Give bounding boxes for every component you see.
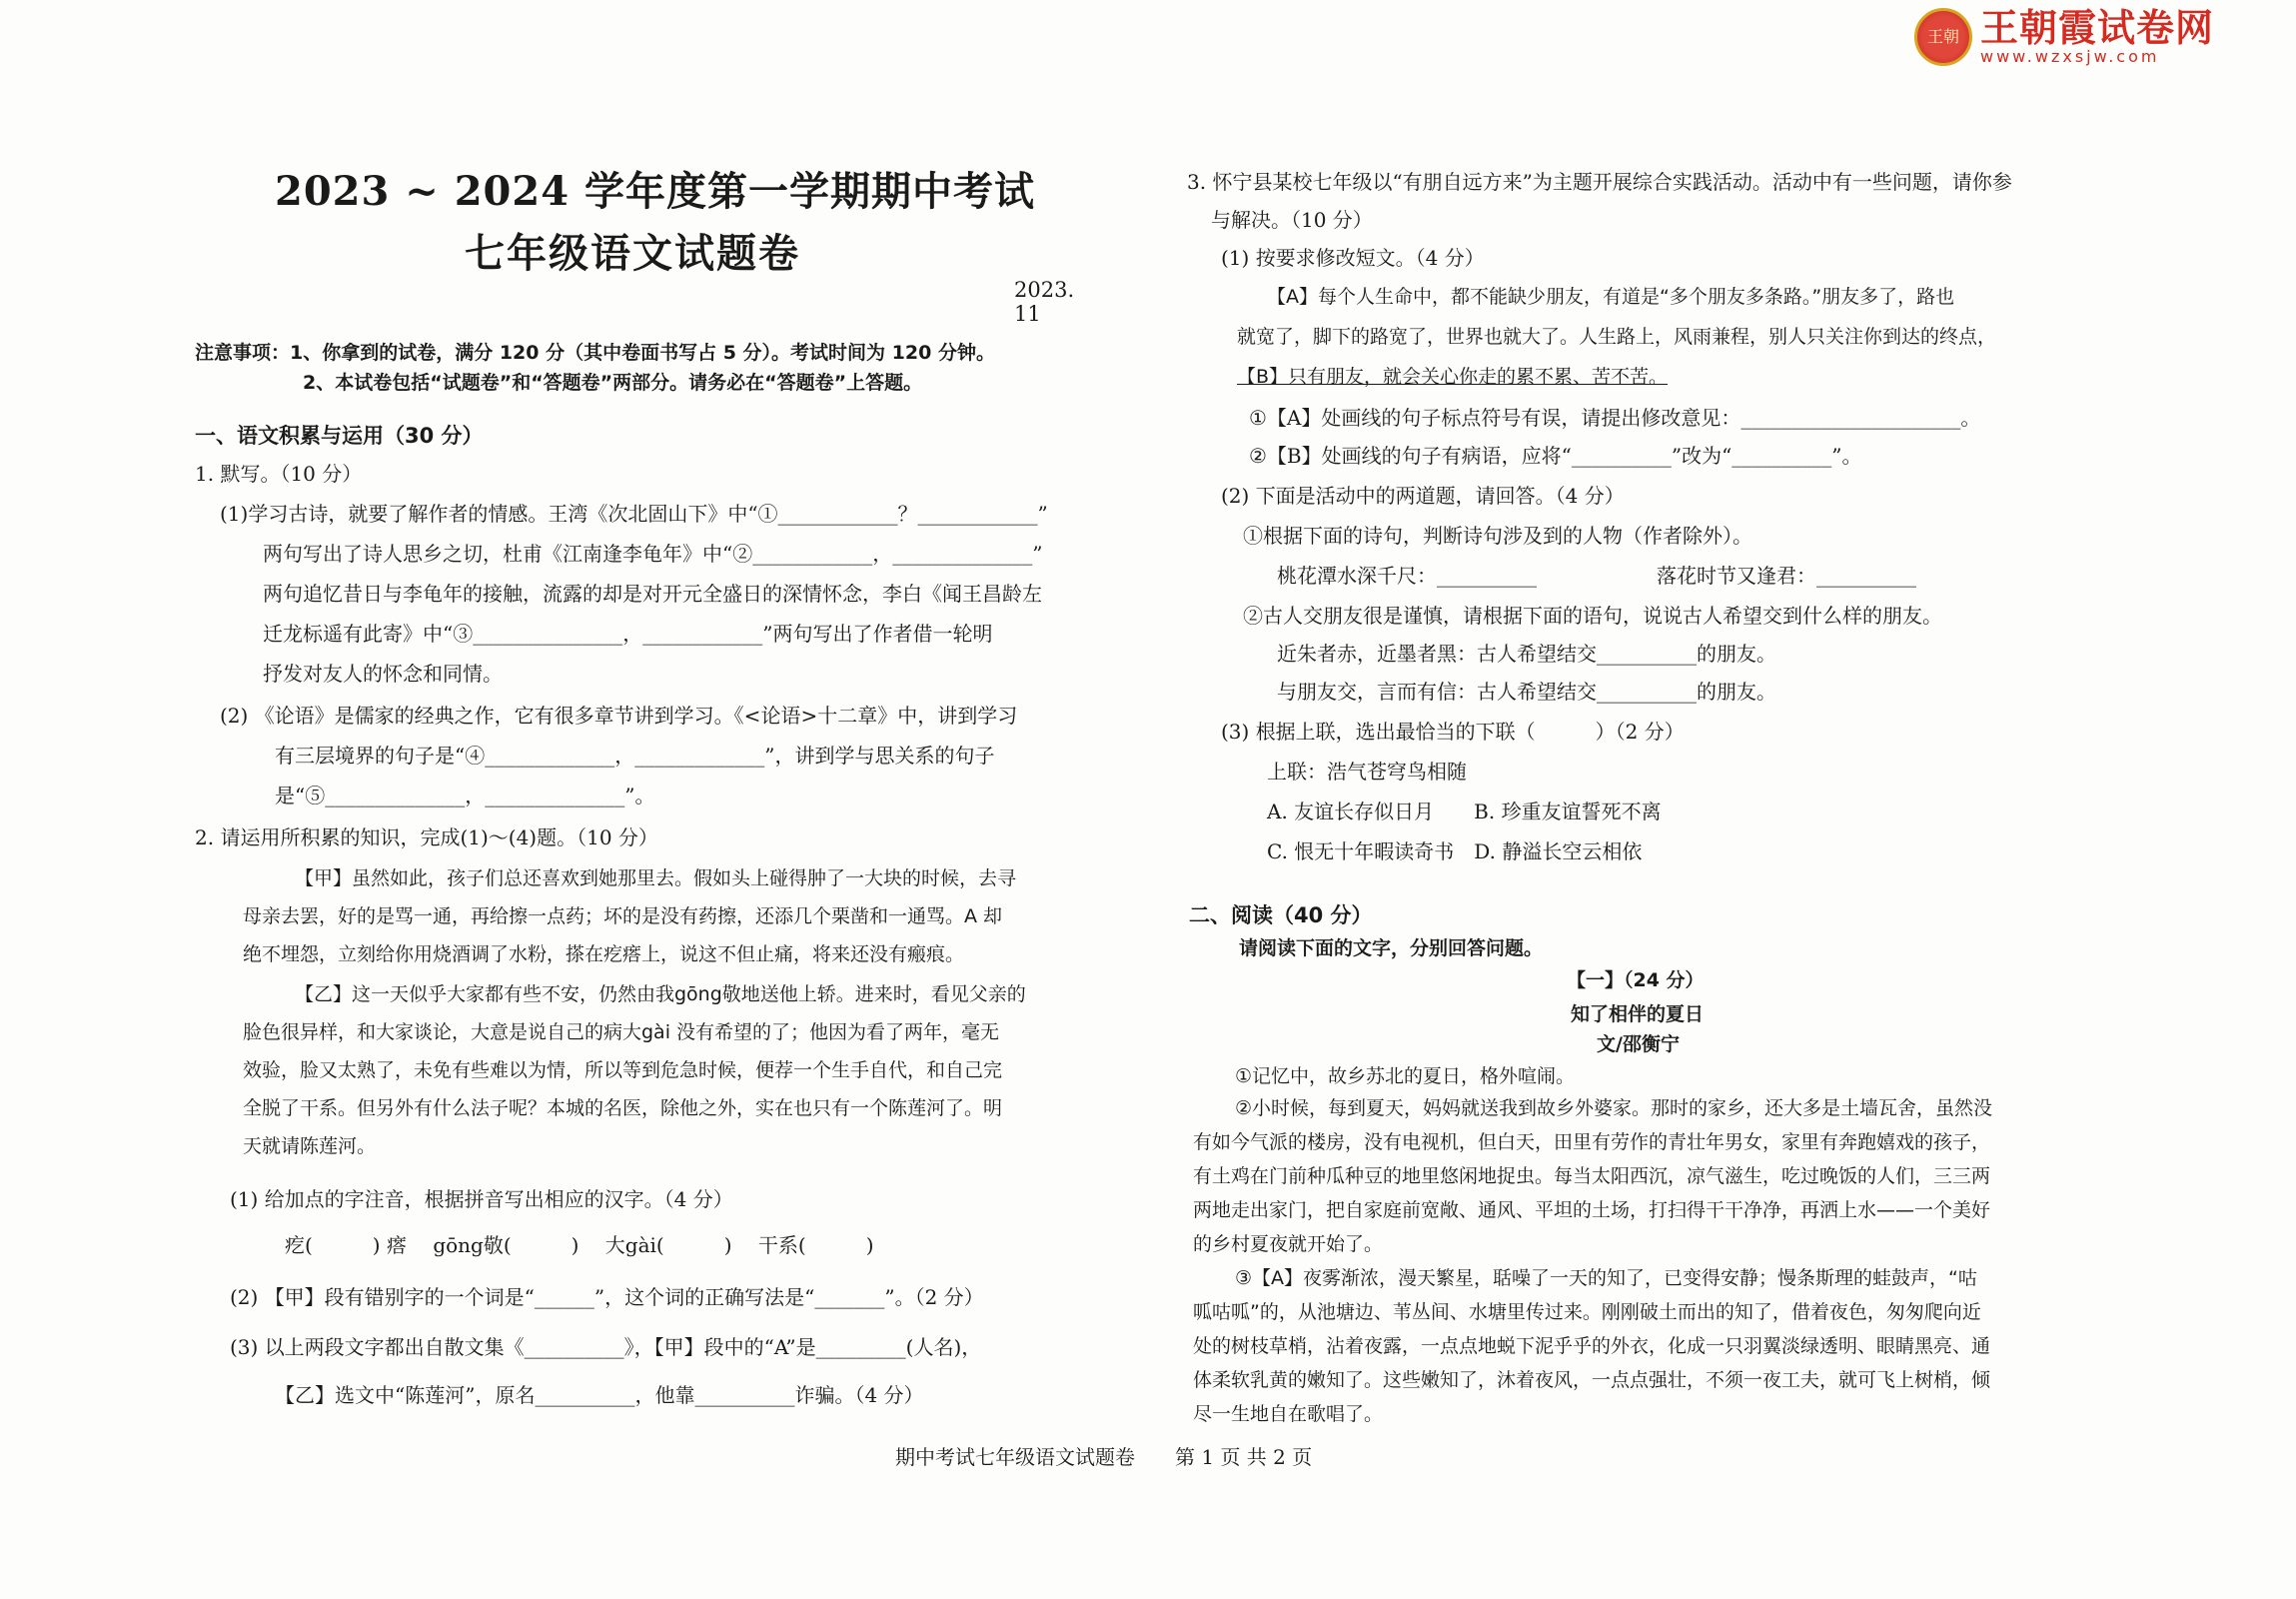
couplet-options-ab: A. 友谊长存似日月 B. 珍重友谊誓死不离: [1267, 800, 1662, 823]
question-3-1-b: ②【B】处画线的句子有病语，应将“__________”改为“__________”。: [1249, 444, 1862, 468]
logo-text: [1980, 8, 2214, 66]
question-3-2-a: ①根据下面的诗句，判断诗句涉及到的人物（作者除外）。: [1243, 524, 1752, 548]
question-3-2-b-2: 与朋友交，言而有信：古人希望结交__________的朋友。: [1277, 680, 1776, 704]
exam-subtitle: 七年级语文试题卷: [465, 230, 800, 277]
question-3-line2: 与解决。（10 分）: [1211, 208, 1373, 232]
article-title: 知了相伴的夏日: [1571, 1003, 1705, 1025]
reading-part-1: 【一】（24 分）: [1567, 969, 1705, 991]
essay-line2: 就宽了，脚下的路宽了，世界也就大了。人生路上，风雨兼程，别人只关注你到达的终点，: [1237, 326, 1997, 348]
logo-seal-icon: 王朝: [1914, 8, 1972, 66]
exam-date: 2023. 11: [1014, 278, 1075, 326]
question-2-1: (1) 给加点的字注音，根据拼音写出相应的汉字。（4 分）: [230, 1187, 733, 1211]
question-1: 1. 默写。（10 分）: [195, 462, 363, 486]
question-2-1-items: 疙( ) 瘩 gōng敬( ) 大gài( ) 干系( ): [285, 1233, 874, 1257]
page-footer: 期中考试七年级语文试题卷 第 1 页 共 2 页: [895, 1445, 1313, 1469]
section-1-heading: 一、语文积累与运用（30 分）: [195, 424, 484, 448]
question-3-1: (1) 按要求修改短文。（4 分）: [1221, 246, 1485, 270]
passage-yi-line3: 效验，脸又太熟了，未免有些难以为情，所以等到危急时候，便荐一个生手自代，和自己完: [243, 1059, 1003, 1081]
question-3-2-a-items: 桃花潭水深千尺：__________ 落花时节又逢君：__________: [1277, 564, 1916, 588]
question-2: 2. 请运用所积累的知识，完成(1)～(4)题。（10 分）: [195, 825, 658, 849]
article-para-3-line1: ③【A】夜雾渐浓，漫天繁星，聒噪了一天的知了，已变得安静；慢条斯理的蛙鼓声，“咕: [1235, 1267, 1977, 1289]
exam-title: 2023 ~ 2024 学年度第一学期期中考试: [275, 168, 1035, 215]
question-1-2-line3: 是“⑤______________，______________”。: [275, 784, 655, 807]
article-para-2-line5: 的乡村夏夜就开始了。: [1193, 1233, 1384, 1255]
article-para-3-line4: 体柔软乳黄的嫩知了。这些嫩知了，沐着夜风，一点点强壮，不须一夜工夫，就可飞上树梢，倾: [1193, 1369, 1991, 1391]
notice-block: [195, 338, 995, 398]
passage-yi-line2: 脸色很异样，和大家谈论，大意是说自己的病大gài 没有希望的了；他因为看了两年，毫无: [243, 1021, 1000, 1043]
article-para-2-line3: 有土鸡在门前种瓜种豆的地里悠闲地捉虫。每当太阳西沉，凉气滋生，吃过晚饭的人们，三三两: [1193, 1165, 1991, 1187]
couplet-options-cd: C. 恨无十年暇读奇书 D. 静溢长空云相依: [1267, 839, 1643, 863]
reading-instruction: 请阅读下面的文字，分别回答问题。: [1239, 937, 1544, 959]
passage-yi-line5: 天就请陈莲河。: [243, 1135, 377, 1157]
couplet-upper: 上联：浩气苍穹鸟相随: [1267, 760, 1467, 784]
question-1-1-line2: 两句写出了诗人思乡之切，杜甫《江南逢李龟年》中“②____________，______________”: [263, 542, 1043, 566]
question-2-2: (2) 【甲】段有错别字的一个词是“______”，这个词的正确写法是“_______”。（2 分）: [230, 1285, 984, 1309]
passage-jia-line2: 母亲去罢，好的是骂一通，再给擦一点药；坏的是没有药擦，还添几个栗凿和一通骂。A 却: [243, 905, 1003, 927]
notice-line-1: 注意事项：1、你拿到的试卷，满分 120 分（其中卷面书写占 5 分）。考试时间为 120 分钟。: [195, 342, 995, 364]
question-1-1: (1)学习古诗，就要了解作者的情感。王湾《次北固山下》中“①____________？____________”: [220, 502, 1048, 526]
question-3-3: (3) 根据上联，选出最恰当的下联（ ）（2 分）: [1221, 720, 1685, 744]
article-para-3-line5: 尽一生地自在歌唱了。: [1193, 1403, 1384, 1425]
logo-url: www.wzxsjw.com: [1979, 47, 2160, 66]
article-para-2-line2: 有如今气派的楼房，没有电视机，但白天，田里有劳作的青壮年男女，家里有奔跑嬉戏的孩子，: [1193, 1131, 1991, 1153]
logo-name: 王朝霞试卷网: [1979, 6, 2214, 50]
section-2-heading: 二、阅读（40 分）: [1189, 903, 1373, 927]
site-logo[interactable]: [1914, 8, 2214, 66]
question-2-3: (3) 以上两段文字都出自散文集《__________》，【甲】段中的“A”是_________(人名)，: [230, 1335, 982, 1359]
question-1-2-line2: 有三层境界的句子是“④_____________，_____________”，讲到学与思关系的句子: [275, 744, 995, 768]
notice-line-2: 2、本试卷包括“试题卷”和“答题卷”两部分。请务必在“答题卷”上答题。: [303, 372, 923, 394]
question-3-2-b-1: 近朱者赤，近墨者黑：古人希望结交__________的朋友。: [1277, 642, 1776, 666]
question-1-2: (2) 《论语》是儒家的经典之作，它有很多章节讲到学习。《<论语>十二章》中，讲到学习: [220, 704, 1018, 728]
essay-line3: 【B】只有朋友，就会关心你走的累不累、苦不苦。: [1237, 366, 1669, 388]
question-1-1-line4: 迁龙标遥有此寄》中“③_______________，____________”两句写出了作者借一轮明: [263, 622, 993, 646]
passage-yi-line1: 【乙】这一天似乎大家都有些不安，仍然由我gōng敬地送他上轿。进来时，看见父亲的: [295, 983, 1026, 1005]
question-3-2: (2) 下面是活动中的两道题，请回答。（4 分）: [1221, 484, 1625, 508]
question-3-2-b: ②古人交朋友很是谨慎，请根据下面的语句，说说古人希望交到什么样的朋友。: [1243, 604, 1942, 628]
passage-yi-line4: 全脱了干系。但另外有什么法子呢？本城的名医，除他之外，实在也只有一个陈莲河了。明: [243, 1097, 1003, 1119]
essay-line1: 【A】每个人生命中，都不能缺少朋友，有道是“多个朋友多条路。”朋友多了，路也: [1267, 286, 1955, 308]
passage-jia-line1: 【甲】虽然如此，孩子们总还喜欢到她那里去。假如头上碰得肿了一大块的时候，去寻: [295, 867, 1017, 889]
article-para-1: ①记忆中，故乡苏北的夏日，格外喧闹。: [1235, 1065, 1576, 1087]
passage-jia-line3: 绝不埋怨，立刻给你用烧酒调了水粉，搽在疙瘩上，说这不但止痛，将来还没有瘢痕。: [243, 943, 965, 965]
article-para-3-line3: 处的树枝草梢，沾着夜露，一点点地蜕下泥乎乎的外衣，化成一只羽翼淡绿透明、眼睛黑亮、通: [1193, 1335, 1991, 1357]
article-para-2-line1: ②小时候，每到夏天，妈妈就送我到故乡外婆家。那时的家乡，还大多是土墙瓦舍，虽然没: [1235, 1097, 1993, 1119]
question-2-3-line2: 【乙】选文中“陈莲河”，原名__________，他靠__________诈骗。（4 分）: [275, 1383, 924, 1407]
question-3: 3. 怀宁县某校七年级以“有朋自远方来”为主题开展综合实践活动。活动中有一些问题，请你参: [1187, 170, 2012, 194]
question-1-1-line3: 两句追忆昔日与李龟年的接触，流露的却是对开元全盛日的深情怀念，李白《闻王昌龄左: [263, 582, 1042, 606]
article-author: 文/邵衡宁: [1597, 1033, 1680, 1055]
article-para-2-line4: 两地走出家门，把自家庭前宽敞、通风、平坦的土场，打扫得干干净净，再洒上水——一个美好: [1193, 1199, 1991, 1221]
article-para-3-line2: 呱咕呱”的，从池塘边、苇丛间、水塘里传过来。刚刚破土而出的知了，借着夜色，匆匆爬向近: [1193, 1301, 1981, 1323]
question-1-1-line5: 抒发对友人的怀念和同情。: [263, 662, 503, 686]
question-3-1-a: ①【A】处画线的句子标点符号有误，请提出修改意见：______________________。: [1249, 406, 1981, 430]
